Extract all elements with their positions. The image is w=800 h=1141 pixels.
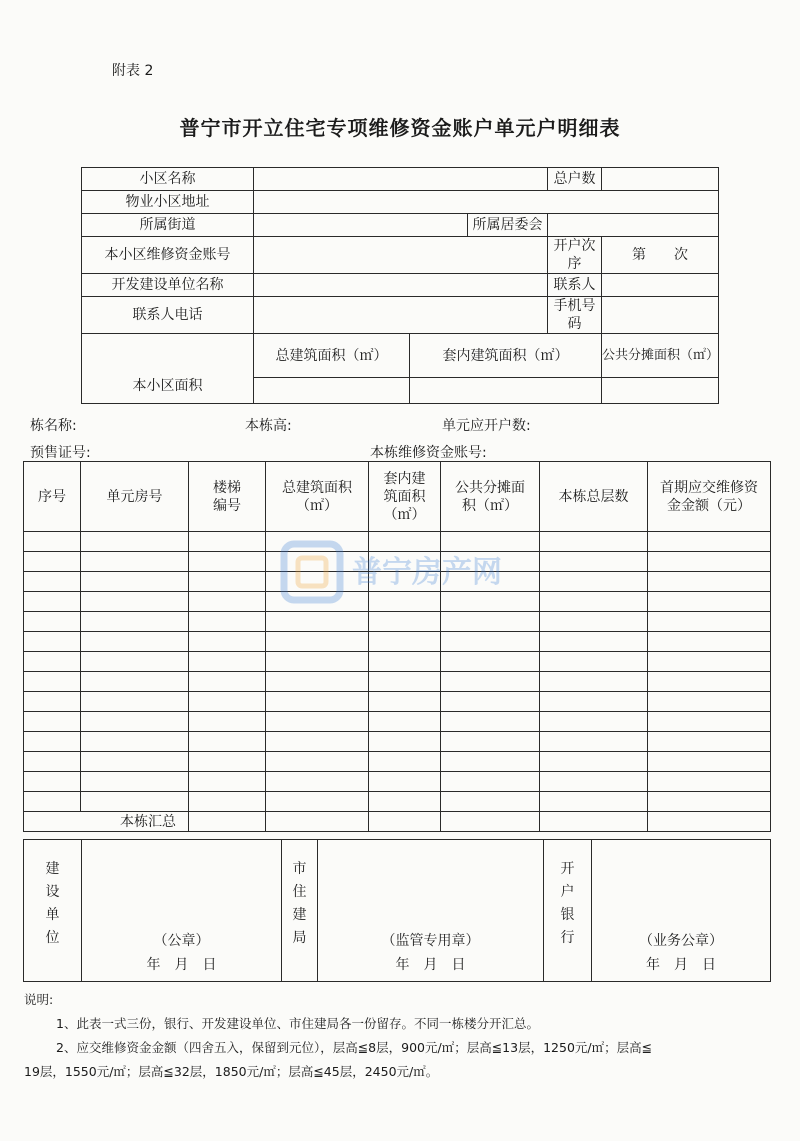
table-cell[interactable] — [24, 612, 81, 632]
bureau-seal-area[interactable] — [318, 840, 544, 982]
table-cell[interactable] — [189, 692, 266, 712]
table-cell[interactable] — [648, 532, 771, 552]
table-cell[interactable] — [540, 712, 648, 732]
table-cell[interactable] — [648, 572, 771, 592]
col-header-total-area: 总建筑面积（㎡） — [266, 462, 369, 532]
table-cell[interactable] — [24, 532, 81, 552]
table-cell[interactable] — [648, 712, 771, 732]
bureau-sign-label: 市住建局 — [282, 840, 318, 982]
table-row — [24, 732, 771, 752]
col-header-seq: 序号 — [24, 462, 81, 532]
table-cell[interactable] — [189, 712, 266, 732]
attachment-label: 附表 2 — [112, 63, 154, 79]
inner-area-label: 套内建筑面积（㎡） — [410, 334, 602, 378]
table-cell[interactable] — [648, 752, 771, 772]
table-cell[interactable] — [648, 732, 771, 752]
table-row — [24, 712, 771, 732]
unit-detail-table — [23, 461, 771, 832]
col-header-unit: 单元房号 — [81, 462, 189, 532]
bureau-date-text: 年 月 日 — [395, 957, 466, 973]
table-cell[interactable] — [369, 672, 441, 692]
table-cell[interactable] — [24, 792, 81, 812]
table-cell[interactable] — [266, 792, 369, 812]
open-seq-label: 开户次序 — [548, 237, 602, 274]
table-cell[interactable] — [441, 772, 540, 792]
table-cell[interactable] — [189, 772, 266, 792]
table-cell[interactable] — [24, 772, 81, 792]
table-cell[interactable] — [81, 752, 189, 772]
developer-date-text: 年 月 日 — [146, 957, 217, 973]
building-account-label: 本栋维修资金账号: — [370, 445, 487, 461]
total-area-label: 总建筑面积（㎡） — [254, 334, 410, 378]
summary-cell[interactable] — [266, 812, 369, 832]
developer-name-label: 开发建设单位名称 — [82, 274, 254, 297]
table-cell[interactable] — [81, 532, 189, 552]
watermark-emblem-icon — [280, 530, 520, 620]
table-cell[interactable] — [81, 792, 189, 812]
community-name-field[interactable] — [254, 168, 548, 191]
table-cell[interactable] — [266, 772, 369, 792]
table-cell[interactable] — [369, 652, 441, 672]
table-cell[interactable] — [540, 772, 648, 792]
table-cell[interactable] — [189, 532, 266, 552]
table-cell[interactable] — [369, 712, 441, 732]
households-label: 总户数 — [548, 168, 602, 191]
building-height-label: 本栋高: — [245, 418, 292, 434]
table-cell[interactable] — [24, 712, 81, 732]
bank-date-text: 年 月 日 — [646, 957, 716, 973]
table-cell[interactable] — [24, 732, 81, 752]
shared-area-label: 公共分摊面积（㎡） — [602, 334, 719, 378]
table-cell[interactable] — [189, 672, 266, 692]
table-cell[interactable] — [369, 692, 441, 712]
table-cell[interactable] — [369, 752, 441, 772]
table-cell[interactable] — [441, 692, 540, 712]
table-row — [24, 632, 771, 652]
phone-label: 联系人电话 — [82, 297, 254, 334]
table-cell[interactable] — [81, 772, 189, 792]
table-cell[interactable] — [540, 532, 648, 552]
col-header-inner-area: 套内建筑面积（㎡） — [369, 462, 441, 532]
note-line-2: 2、应交维修资金金额（四舍五入，保留到元位），层高≦8层，900元/㎡；层高≦13层，1250元/㎡；层高≦ — [56, 1040, 653, 1055]
bank-sign-label: 开户银行 — [544, 840, 592, 982]
table-cell[interactable] — [540, 592, 648, 612]
table-cell[interactable] — [24, 592, 81, 612]
table-cell[interactable] — [648, 672, 771, 692]
summary-cell[interactable] — [648, 812, 771, 832]
table-cell[interactable] — [369, 792, 441, 812]
phone-field[interactable] — [254, 297, 548, 334]
table-cell[interactable] — [189, 632, 266, 652]
table-cell[interactable] — [189, 612, 266, 632]
presale-label: 预售证号: — [30, 445, 91, 461]
developer-name-field[interactable] — [254, 274, 548, 297]
table-cell[interactable] — [266, 692, 369, 712]
table-cell[interactable] — [24, 572, 81, 592]
table-cell[interactable] — [189, 752, 266, 772]
community-info-table — [81, 167, 719, 404]
table-cell[interactable] — [24, 632, 81, 652]
table-cell[interactable] — [540, 652, 648, 672]
committee-field[interactable] — [548, 214, 719, 237]
col-header-floors: 本栋总层数 — [540, 462, 648, 532]
account-label: 本小区维修资金账号 — [82, 237, 254, 274]
table-cell[interactable] — [540, 552, 648, 572]
table-cell[interactable] — [189, 792, 266, 812]
shared-area-field[interactable] — [602, 378, 719, 404]
summary-cell[interactable] — [369, 812, 441, 832]
table-cell[interactable] — [266, 632, 369, 652]
table-cell[interactable] — [81, 712, 189, 732]
table-row — [24, 772, 771, 792]
contact-field[interactable] — [602, 274, 719, 297]
summary-cell[interactable] — [441, 812, 540, 832]
table-cell[interactable] — [189, 592, 266, 612]
note-line-3: 19层，1550元/㎡；层高≦32层，1850元/㎡；层高≦45层，2450元/㎡。 — [24, 1064, 439, 1079]
table-cell[interactable] — [648, 692, 771, 712]
table-cell[interactable] — [81, 552, 189, 572]
mobile-label: 手机号码 — [548, 297, 602, 334]
summary-cell[interactable] — [540, 812, 648, 832]
address-field[interactable] — [254, 191, 719, 214]
table-cell[interactable] — [441, 632, 540, 652]
note-line-1: 1、此表一式三份，银行、开发建设单位、市住建局各一份留存。不同一栋楼分开汇总。 — [56, 1016, 539, 1031]
table-cell[interactable] — [648, 632, 771, 652]
developer-sign-label: 建设单位 — [24, 840, 82, 982]
table-cell[interactable] — [81, 632, 189, 652]
table-cell[interactable] — [189, 572, 266, 592]
notes-heading: 说明: — [24, 992, 54, 1007]
table-row — [24, 672, 771, 692]
table-cell[interactable] — [189, 732, 266, 752]
developer-seal-text: （公章） — [153, 933, 210, 949]
inner-area-field[interactable] — [410, 378, 602, 404]
col-header-stair: 楼梯编号 — [189, 462, 266, 532]
table-cell[interactable] — [81, 672, 189, 692]
table-cell[interactable] — [648, 592, 771, 612]
table-cell[interactable] — [24, 692, 81, 712]
col-header-fee: 首期应交维修资金金额（元） — [648, 462, 771, 532]
table-row — [24, 752, 771, 772]
table-cell[interactable] — [648, 552, 771, 572]
detail-header-row — [24, 462, 771, 532]
table-cell[interactable] — [81, 652, 189, 672]
table-cell[interactable] — [266, 752, 369, 772]
building-name-label: 栋名称: — [30, 418, 77, 434]
table-cell[interactable] — [540, 752, 648, 772]
developer-seal-area[interactable] — [82, 840, 282, 982]
table-cell[interactable] — [81, 692, 189, 712]
table-cell[interactable] — [441, 792, 540, 812]
total-area-field[interactable] — [254, 378, 410, 404]
unit-count-label: 单元应开户数: — [442, 418, 531, 434]
notes-section — [24, 988, 774, 1084]
table-cell[interactable] — [648, 792, 771, 812]
bank-seal-text: （业务公章） — [639, 933, 723, 949]
street-label: 所属街道 — [82, 214, 254, 237]
table-cell[interactable] — [540, 632, 648, 652]
table-cell[interactable] — [189, 552, 266, 572]
table-cell[interactable] — [540, 792, 648, 812]
open-seq-value[interactable]: 第 次 — [602, 237, 719, 274]
table-cell[interactable] — [81, 732, 189, 752]
table-cell[interactable] — [24, 752, 81, 772]
households-field[interactable] — [602, 168, 719, 191]
table-cell[interactable] — [540, 692, 648, 712]
table-cell[interactable] — [648, 772, 771, 792]
table-row — [24, 692, 771, 712]
table-cell[interactable] — [648, 612, 771, 632]
table-cell[interactable] — [189, 652, 266, 672]
table-cell[interactable] — [81, 592, 189, 612]
table-cell[interactable] — [24, 652, 81, 672]
watermark-text: 普宁房产网 — [352, 555, 502, 590]
table-cell[interactable] — [369, 732, 441, 752]
table-row — [24, 652, 771, 672]
table-cell[interactable] — [441, 732, 540, 752]
table-cell[interactable] — [441, 652, 540, 672]
signature-table — [23, 839, 771, 982]
mobile-field[interactable] — [602, 297, 719, 334]
table-cell[interactable] — [441, 752, 540, 772]
summary-cell[interactable] — [189, 812, 266, 832]
summary-label: 本栋汇总 — [24, 812, 189, 832]
table-cell[interactable] — [648, 652, 771, 672]
table-cell[interactable] — [441, 672, 540, 692]
table-cell[interactable] — [540, 572, 648, 592]
account-field[interactable] — [254, 237, 548, 274]
table-row — [24, 792, 771, 812]
page-title: 普宁市开立住宅专项维修资金账户单元户明细表 — [179, 116, 621, 140]
table-cell[interactable] — [369, 772, 441, 792]
bank-seal-area[interactable] — [592, 840, 771, 982]
table-cell[interactable] — [266, 712, 369, 732]
committee-label: 所属居委会 — [468, 214, 548, 237]
table-cell[interactable] — [81, 572, 189, 592]
table-cell[interactable] — [441, 712, 540, 732]
table-cell[interactable] — [540, 612, 648, 632]
table-cell[interactable] — [266, 732, 369, 752]
table-cell[interactable] — [266, 672, 369, 692]
col-header-shared-area: 公共分摊面积（㎡） — [441, 462, 540, 532]
table-cell[interactable] — [540, 672, 648, 692]
table-cell[interactable] — [266, 652, 369, 672]
table-cell[interactable] — [24, 552, 81, 572]
bureau-seal-text: （监管专用章） — [381, 933, 480, 949]
street-field[interactable] — [254, 214, 468, 237]
table-cell[interactable] — [81, 612, 189, 632]
table-cell[interactable] — [369, 632, 441, 652]
table-cell[interactable] — [24, 672, 81, 692]
contact-label: 联系人 — [548, 274, 602, 297]
address-label: 物业小区地址 — [82, 191, 254, 214]
area-label: 本小区面积 — [82, 334, 254, 404]
community-name-label: 小区名称 — [82, 168, 254, 191]
watermark-logo — [280, 530, 520, 624]
table-cell[interactable] — [540, 732, 648, 752]
